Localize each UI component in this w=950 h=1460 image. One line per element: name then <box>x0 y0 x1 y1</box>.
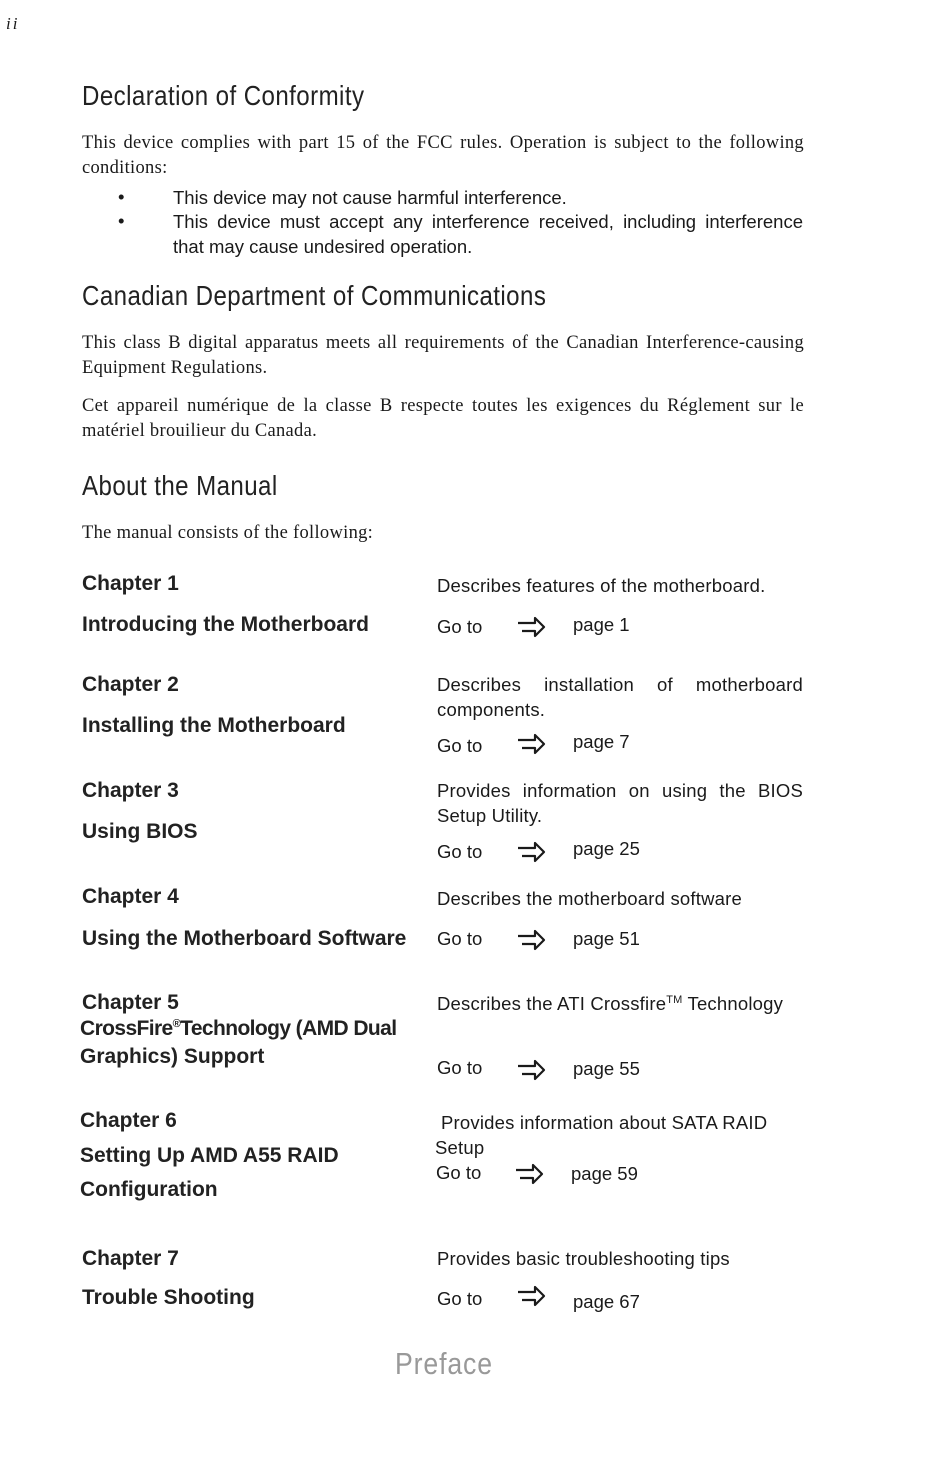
conformity-bullet-2: This device must accept any interference received, including interference that may cause undesired operation. <box>173 211 803 257</box>
conformity-heading: Declaration of Conformity <box>82 80 365 111</box>
chapter-5-desc <box>437 992 789 1017</box>
chapter-5-desc-b: Technology <box>682 993 784 1014</box>
chapter-1-desc: Describes features of the motherboard. <box>437 575 766 596</box>
chapter-4-label: Chapter 4 <box>82 885 179 908</box>
chapter-2-title: Installing the Motherboard <box>82 714 346 737</box>
right-arrow-icon <box>516 929 546 951</box>
chapter-2-goto: Go to <box>437 735 483 756</box>
chapter-1-page: page 1 <box>573 614 630 635</box>
chapter-3-goto: Go to <box>437 841 483 862</box>
footer-preface: Preface <box>395 1346 493 1381</box>
chapter-6-goto: Go to <box>436 1162 482 1183</box>
chapter-4-goto: Go to <box>437 928 483 949</box>
right-arrow-icon <box>516 841 546 863</box>
right-arrow-icon <box>516 733 546 755</box>
manual-intro: The manual consists of the following: <box>82 523 374 543</box>
right-arrow-icon <box>516 1059 546 1081</box>
chapter-1-title: Introducing the Motherboard <box>82 613 369 636</box>
right-arrow-icon <box>516 616 546 638</box>
chapter-7-page: page 67 <box>573 1291 640 1312</box>
registered-mark: ® <box>172 1018 181 1030</box>
chapter-5-page: page 55 <box>573 1058 640 1079</box>
chapter-5-title-line2: Graphics) Support <box>80 1045 265 1068</box>
chapter-7-goto: Go to <box>437 1288 483 1309</box>
bullet-mark: • <box>118 210 125 231</box>
chapter-2-desc: Describes installation of motherboard components. <box>437 674 803 720</box>
chapter-5-title-b: Technology (AMD Dual <box>180 1017 397 1040</box>
chapter-6-title-line2: Configuration <box>80 1178 218 1201</box>
chapter-5-title-a: CrossFire <box>80 1017 173 1040</box>
chapter-6-page: page 59 <box>571 1163 638 1184</box>
right-arrow-icon <box>516 1285 546 1307</box>
chapter-6-desc: Provides information about SATA RAID Setup <box>435 1112 768 1158</box>
bullet-mark: • <box>118 186 125 207</box>
canadian-para-fr: Cet appareil numérique de la classe B respecte toutes les exigences du Réglement sur le matériel brouilieur du Canada. <box>82 396 804 441</box>
chapter-4-desc: Describes the motherboard software <box>437 888 742 909</box>
manual-heading: About the Manual <box>82 470 278 501</box>
right-arrow-icon <box>514 1163 544 1185</box>
chapter-1-goto: Go to <box>437 616 483 637</box>
conformity-bullet-1: This device may not cause harmful interference. <box>173 187 567 208</box>
chapter-3-label: Chapter 3 <box>82 779 179 802</box>
conformity-intro: This device complies with part 15 of the FCC rules. Operation is subject to the following conditions: <box>82 133 804 178</box>
chapter-3-title: Using BIOS <box>82 820 198 843</box>
chapter-1-label: Chapter 1 <box>82 572 179 595</box>
chapter-2-label: Chapter 2 <box>82 673 179 696</box>
chapter-3-page: page 25 <box>573 838 640 859</box>
chapter-4-title: Using the Motherboard Software <box>82 927 407 950</box>
chapter-6-label: Chapter 6 <box>80 1109 177 1132</box>
chapter-2-page: page 7 <box>573 731 630 752</box>
chapter-7-desc: Provides basic troubleshooting tips <box>437 1248 730 1269</box>
chapter-3-desc: Provides information on using the BIOS Setup Utility. <box>437 780 803 826</box>
canadian-heading: Canadian Department of Communications <box>82 280 547 311</box>
chapter-7-label: Chapter 7 <box>82 1247 179 1270</box>
chapter-5-goto: Go to <box>437 1057 483 1078</box>
canadian-para-en: This class B digital apparatus meets all requirements of the Canadian Interference-causing Equipment Regulations. <box>82 333 804 378</box>
chapter-5-title-line1 <box>80 1017 396 1041</box>
chapter-6-title-line1: Setting Up AMD A55 RAID <box>80 1144 339 1167</box>
page-number: ii <box>6 14 20 33</box>
trademark-mark: TM <box>666 993 683 1006</box>
chapter-5-desc-a: Describes the ATI Crossfire <box>437 993 667 1014</box>
chapter-4-page: page 51 <box>573 928 640 949</box>
chapter-7-title: Trouble Shooting <box>82 1286 255 1309</box>
chapter-5-label: Chapter 5 <box>82 991 179 1014</box>
